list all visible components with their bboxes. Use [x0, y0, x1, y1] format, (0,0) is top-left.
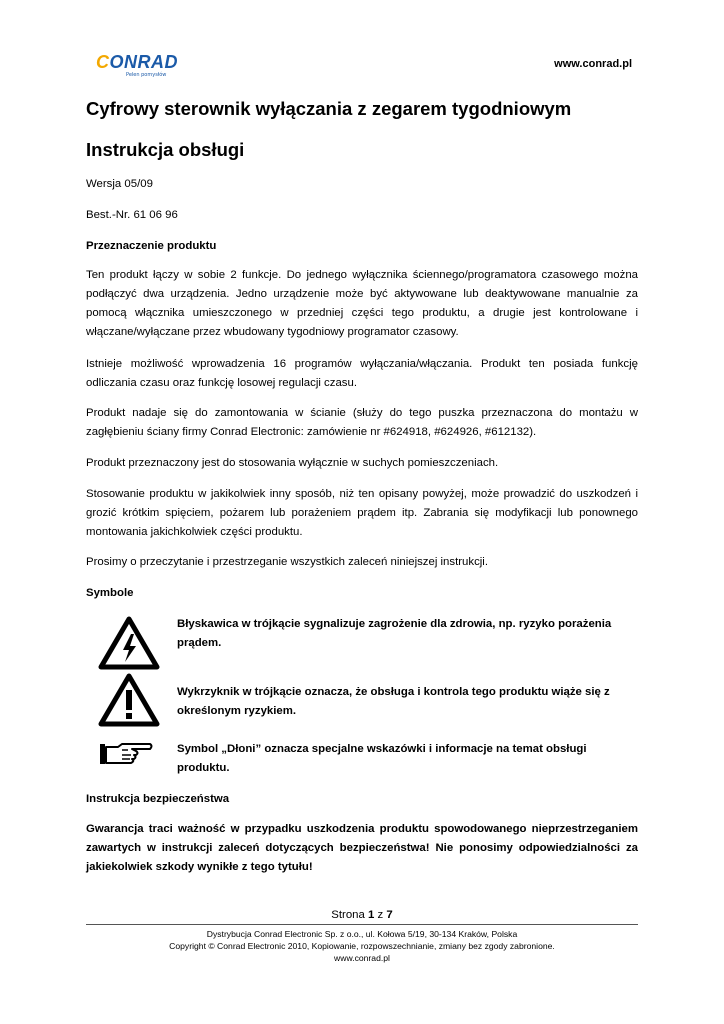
header-website: www.conrad.pl: [554, 58, 632, 70]
footer-divider: [86, 924, 638, 925]
lightning-warning-icon: [98, 616, 160, 670]
page-number: [0, 909, 724, 921]
page-of: z: [377, 909, 384, 921]
pointing-hand-icon: [98, 741, 154, 767]
footer-distribution: Dystrybucja Conrad Electronic Sp. z o.o., ul. Kołowa 5/19, 30-134 Kraków, Polska: [206, 929, 518, 939]
version-line: Wersja 05/09: [86, 178, 153, 190]
logo-tagline: Pelen pomysłów: [126, 72, 167, 78]
symbols-heading: Symbole: [86, 587, 134, 599]
logo-letter-c: C: [96, 52, 110, 72]
purpose-paragraph-5: Stosowanie produktu w jakikolwiek inny sposób, niż ten opisany powyżej, może prowadzić do uszkodzeń i grozić krótkim spięciem, pożarem lub porażeniem prądem itp. Zabrania się modyfikacji lub ponownego montowania jakichkolwiek części produktu.: [86, 488, 638, 538]
conrad-logo: [96, 52, 186, 84]
symbol-text-hand: Symbol „Dłoni” oznacza specjalne wskazówki i informacje na temat obsługi produktu.: [177, 743, 587, 774]
exclamation-warning-icon: [98, 673, 160, 727]
symbol-text-lightning: Błyskawica w trójkącie sygnalizuje zagrożenie dla zdrowia, np. ryzyko porażenia prądem.: [177, 618, 612, 649]
logo-wordmark: [96, 52, 178, 73]
footer-website: www.conrad.pl: [334, 953, 390, 963]
purpose-paragraph-6: Prosimy o przeczytanie i przestrzeganie wszystkich zaleceń niniejszej instrukcji.: [86, 556, 488, 568]
page-total: 7: [386, 909, 393, 921]
document-title: Cyfrowy sterownik wyłączania z zegarem tygodniowym: [86, 98, 572, 119]
safety-text: Gwarancja traci ważność w przypadku uszkodzenia produktu spowodowanego nieprzestrzeganiem zawartych w instrukcji zaleceń dotyczących bezpieczeństwa! Nie ponosimy odpowiedzialności za jakiekolwiek szkody wynikłe z tego tytułu!: [86, 823, 638, 873]
page-word: Strona: [331, 909, 365, 921]
document-subtitle: Instrukcja obsługi: [86, 139, 245, 160]
logo-letters: ONRAD: [109, 52, 178, 72]
safety-heading: Instrukcja bezpieczeństwa: [86, 793, 230, 805]
footer-copyright: Copyright © Conrad Electronic 2010, Kopiowanie, rozpowszechnianie, zmiany bez zgody zabronione.: [169, 941, 555, 951]
page-current: 1: [368, 909, 375, 921]
purpose-paragraph-3: Produkt nadaje się do zamontowania w ścianie (służy do tego puszka przeznaczona do montażu w zagłębieniu ściany firmy Conrad Electronic: zamówienie nr #624918, #624926, #612132).: [86, 407, 638, 438]
order-number: Best.-Nr. 61 06 96: [86, 209, 178, 221]
purpose-paragraph-4: Produkt przeznaczony jest do stosowania wyłącznie w suchych pomieszczeniach.: [86, 457, 499, 469]
symbol-text-exclamation: Wykrzyknik w trójkącie oznacza, że obsługa i kontrola tego produktu wiąże się z określonym ryzykiem.: [177, 686, 610, 717]
purpose-paragraph-1: Ten produkt łączy w sobie 2 funkcje. Do jednego wyłącznika ściennego/programatora czasowego można podłączyć dwa urządzenia. Jedno urządzenie może być aktywowane lub deaktywowane manualnie za pomocą włącznika umieszczonego w przedniej części tego produktu, a drugie jest kontrolowane i włączane/wyłączane przez wbudowany tygodniowy programator czasowy.: [86, 269, 638, 338]
purpose-paragraph-2: Istnieje możliwość wprowadzenia 16 programów wyłączania/włączania. Produkt ten posiada funkcję odliczania czasu oraz funkcję losowej regulacji czasu.: [86, 358, 638, 389]
purpose-heading: Przeznaczenie produktu: [86, 240, 217, 252]
